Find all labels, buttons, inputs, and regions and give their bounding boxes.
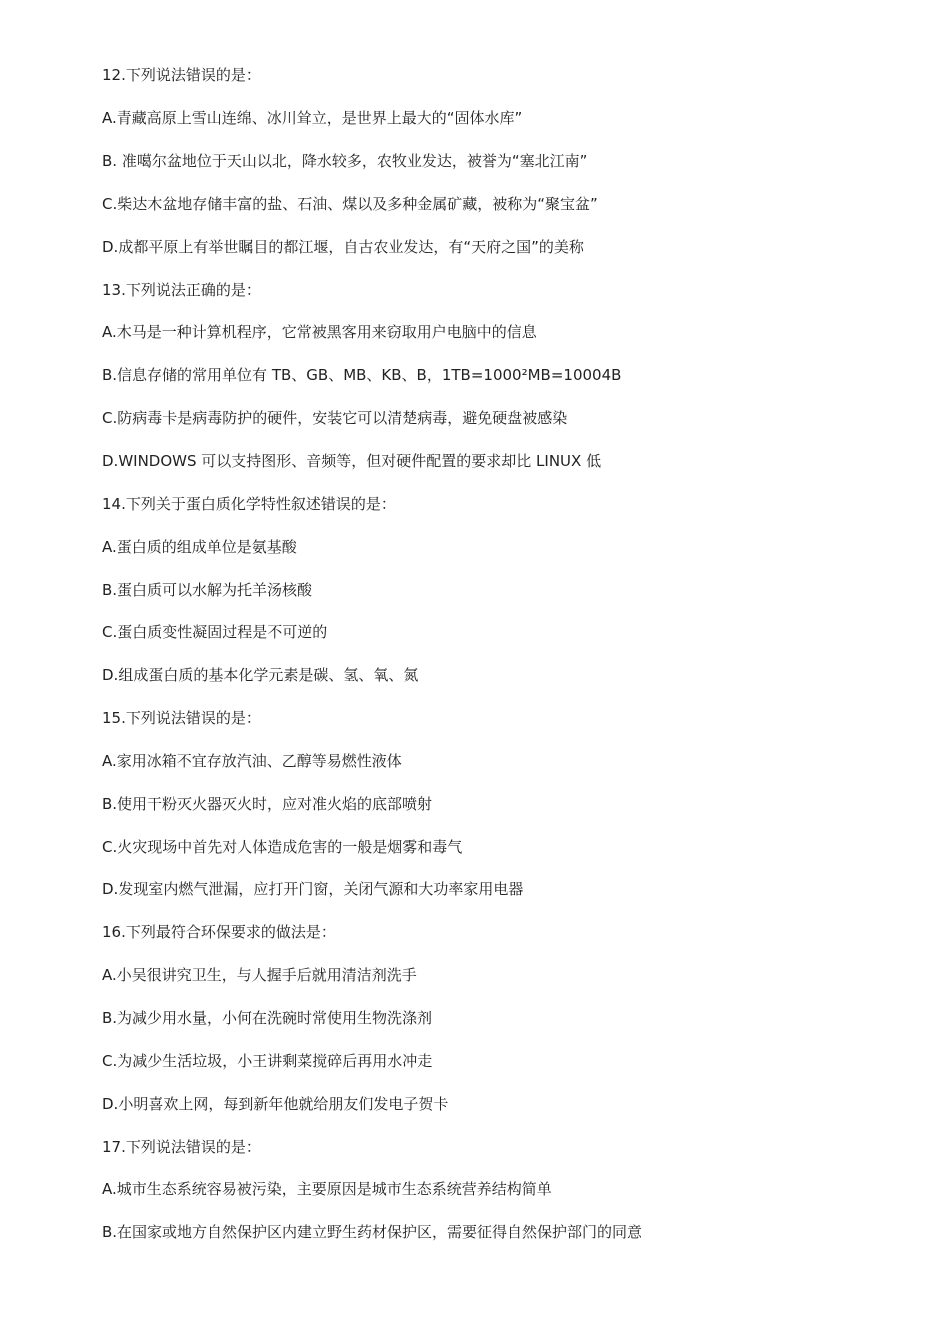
question-12-option-d: D.成都平原上有举世瞩目的都江堰，自古农业发达，有“天府之国”的美称 <box>102 238 584 256</box>
question-14-option-d: D.组成蛋白质的基本化学元素是碳、氢、氧、氮 <box>102 666 419 684</box>
question-16-option-d: D.小明喜欢上网，每到新年他就给朋友们发电子贺卡 <box>102 1095 449 1113</box>
question-16-option-c: C.为减少生活垃圾，小王讲剩菜搅碎后再用水冲走 <box>102 1052 433 1070</box>
question-17-stem: 17.下列说法错误的是： <box>102 1138 261 1156</box>
question-13-option-c: C.防病毒卡是病毒防护的硬件，安装它可以清楚病毒，避免硬盘被感染 <box>102 409 568 427</box>
question-17-option-a: A.城市生态系统容易被污染，主要原因是城市生态系统营养结构简单 <box>102 1180 552 1198</box>
question-12-option-c: C.柴达木盆地存储丰富的盐、石油、煤以及多种金属矿藏，被称为“聚宝盆” <box>102 195 598 213</box>
question-13-option-d: D.WINDOWS 可以支持图形、音频等，但对硬件配置的要求却比 LINUX 低 <box>102 452 602 470</box>
question-14-option-c: C.蛋白质变性凝固过程是不可逆的 <box>102 623 328 641</box>
question-15-option-d: D.发现室内燃气泄漏，应打开门窗，关闭气源和大功率家用电器 <box>102 880 524 898</box>
question-17-option-b: B.在国家或地方自然保护区内建立野生药材保护区，需要征得自然保护部门的同意 <box>102 1223 643 1241</box>
question-14-option-b: B.蛋白质可以水解为托羊汤核酸 <box>102 581 313 599</box>
question-15-option-b: B.使用干粉灭火器灭火时，应对准火焰的底部喷射 <box>102 795 433 813</box>
question-12-stem: 12.下列说法错误的是： <box>102 66 261 84</box>
question-15-option-a: A.家用冰箱不宜存放汽油、乙醇等易燃性液体 <box>102 752 402 770</box>
question-16-option-b: B.为减少用水量，小何在洗碗时常使用生物洗涤剂 <box>102 1009 433 1027</box>
question-15-option-c: C.火灾现场中首先对人体造成危害的一般是烟雾和毒气 <box>102 838 463 856</box>
question-13-option-a: A.木马是一种计算机程序，它常被黑客用来窃取用户电脑中的信息 <box>102 323 537 341</box>
question-12-option-b: B. 准噶尔盆地位于天山以北，降水较多，农牧业发达，被誉为“塞北江南” <box>102 152 588 170</box>
question-13-option-b: B.信息存储的常用单位有 TB、GB、MB、KB、B，1TB=1000²MB=10004B <box>102 366 622 384</box>
question-12-option-a: A.青藏高原上雪山连绵、冰川耸立，是世界上最大的“固体水库” <box>102 109 523 127</box>
question-13-stem: 13.下列说法正确的是： <box>102 281 261 299</box>
question-15-stem: 15.下列说法错误的是： <box>102 709 261 727</box>
question-14-stem: 14.下列关于蛋白质化学特性叙述错误的是： <box>102 495 396 513</box>
question-16-option-a: A.小吴很讲究卫生，与人握手后就用清洁剂洗手 <box>102 966 417 984</box>
question-16-stem: 16.下列最符合环保要求的做法是： <box>102 923 336 941</box>
question-14-option-a: A.蛋白质的组成单位是氨基酸 <box>102 538 297 556</box>
